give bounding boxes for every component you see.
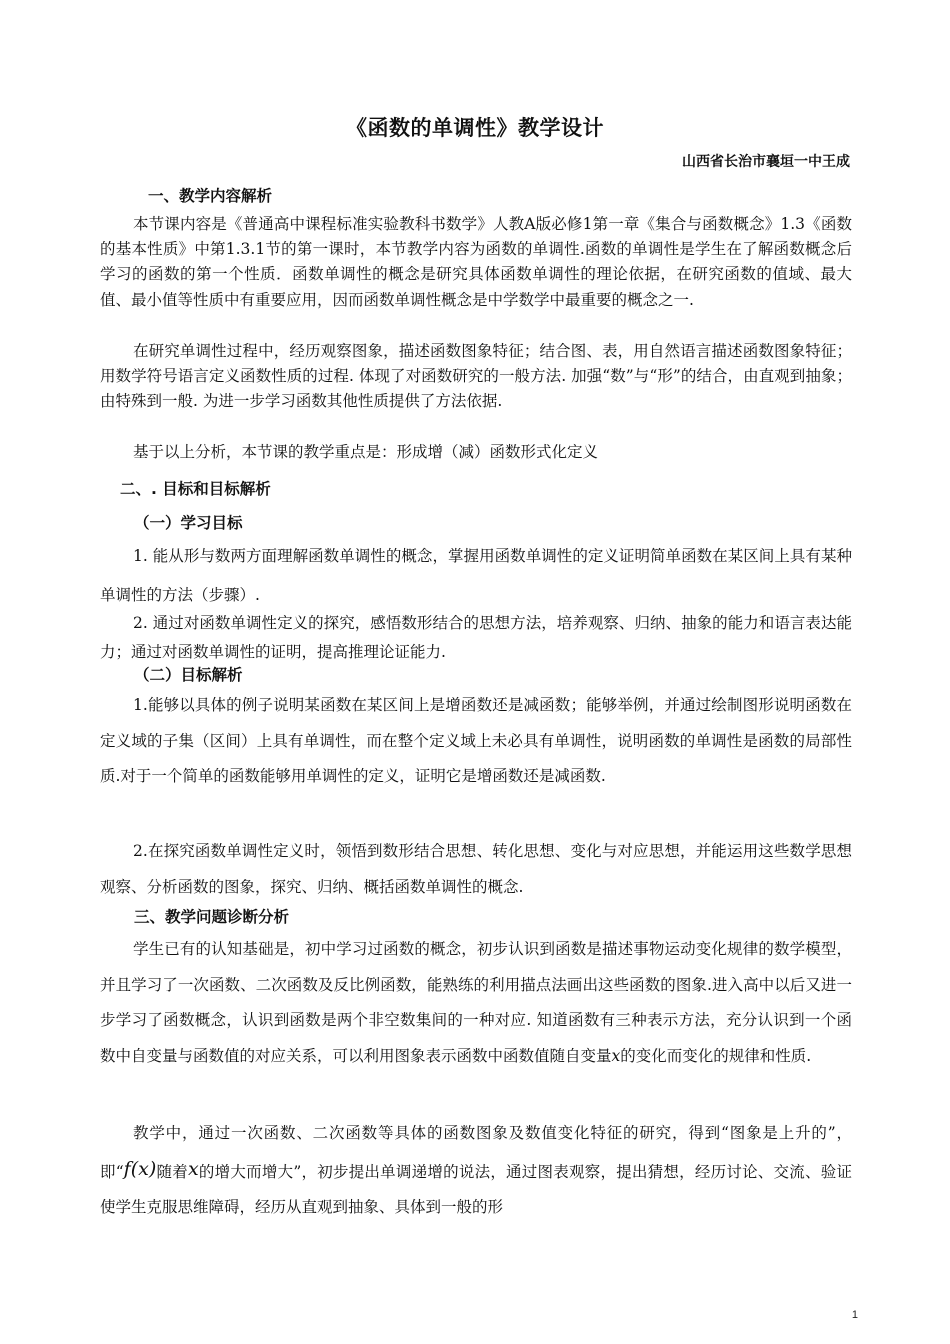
paragraph-diagnosis-1: [100, 932, 852, 1074]
diagnosis-1-text-end: 的变化而变化的规律和性质.: [620, 1046, 812, 1065]
document-title: 《函数的单调性》教学设计: [346, 116, 604, 140]
diagnosis-2-text-a: 教学中，通过一次函数、二次函数等具体的函数图象及数值变化特征的研究，得到“图象是上升的”，即“: [100, 1124, 852, 1181]
page-number: 1: [851, 1309, 858, 1321]
paragraph-teaching-focus: 基于以上分析，本节课的教学重点是：形成增（减）函数形式化定义: [133, 443, 599, 461]
variable-x-2: x: [187, 1157, 199, 1180]
paragraph-learning-goal-2: 2. 通过对函数单调性定义的探究，感悟数形结合的思想方法，培养观察、归纳、抽象的能力和语言表达能力；通过对函数单调性的证明，提高推理论证能力.: [100, 614, 852, 661]
paragraph-content-analysis-1: 本节课内容是《普通高中课程标准实验教科书数学》人教A版必修1第一章《集合与函数概念》1.3《函数的基本性质》中第1.3.1节的第一课时，本节教学内容为函数的单调性.函数的单调性是学生在了解函数概念后学习的函数的第一个性质．函数单调性的概念是研究具体函数单调性的理论依据，在研究函数的值域、最大值、最小值等性质中有重要应用，因而函数单调性概念是中学数学中最重要的概念之一.: [100, 215, 852, 309]
function-fx: f(x): [123, 1157, 157, 1180]
paragraph-learning-goal-1: 1. 能从形与数两方面理解函数单调性的概念，掌握用函数单调性的定义证明简单函数在某区间上具有某种单调性的方法（步骤）.: [100, 547, 852, 604]
diagnosis-2-text-c: 的增大而增大”，初步提出单调递增的说法，通过图表观察，提出猜想，经历讨论、交流、验证使学生克服思维障碍，经历从直观到抽象、具体到一般的形: [100, 1162, 852, 1216]
diagnosis-1-text: 学生已有的认知基础是，初中学习过函数的概念，初步认识到函数是描述事物运动变化规律的数学模型，并且学习了一次函数、二次函数及反比例函数，能熟练的利用描点法画出这些函数的图象.进入高中以后又进一步学习了函数概念，认识到函数是两个非空数集间的一种对应. 知道函数有三种表示方法，充分认识到一个函数中自变量与函数值的对应关系，可以利用图象表示函数中函数值随自变量: [100, 940, 852, 1065]
document-author: 山西省长治市襄垣一中王成: [682, 154, 850, 170]
section-heading-goals: 二、. 目标和目标解析: [120, 480, 271, 498]
paragraph-goal-analysis-1: 1.能够以具体的例子说明某函数在某区间上是增函数还是减函数；能够举例，并通过绘制图形说明函数在定义域的子集（区间）上具有单调性，而在整个定义域上未必具有单调性，说明函数的单调性是函数的局部性质.对于一个简单的函数能够用单调性的定义，证明它是增函数还是减函数.: [100, 696, 852, 785]
section-heading-problem-diagnosis: 三、教学问题诊断分析: [134, 908, 290, 926]
subsection-heading-goal-analysis: （二）目标解析: [134, 666, 243, 684]
section-heading-content-analysis: 一、教学内容解析: [148, 187, 273, 205]
diagnosis-2-text-b: 随着: [156, 1162, 188, 1181]
variable-x: x: [611, 1046, 621, 1065]
paragraph-content-analysis-2: 在研究单调性过程中，经历观察图象，描述函数图象特征；结合图、表，用自然语言描述函数图象特征；用数学符号语言定义函数性质的过程. 体现了对函数研究的一般方法. 加强“数”与“形”的结合，由直观到抽象；由特殊到一般. 为进一步学习函数其他性质提供了方法依据.: [100, 342, 852, 411]
paragraph-goal-analysis-2: 2.在探究函数单调性定义时，领悟到数形结合思想、转化思想、变化与对应思想，并能运用这些数学思想观察、分析函数的图象，探究、归纳、概括函数单调性的概念.: [100, 842, 852, 896]
subsection-heading-learning-goals: （一）学习目标: [134, 514, 243, 532]
paragraph-diagnosis-2: [100, 1116, 852, 1226]
